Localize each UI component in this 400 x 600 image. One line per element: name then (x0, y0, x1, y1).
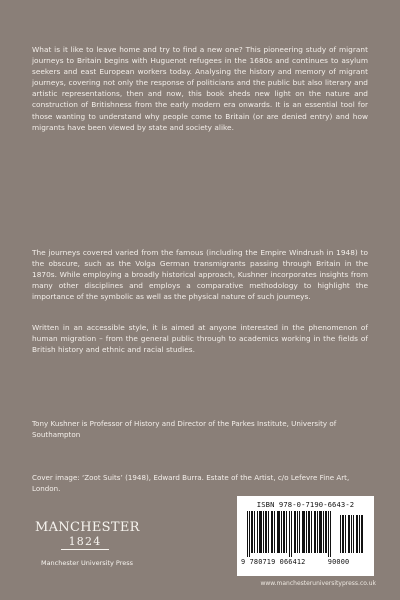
blurb-paragraph-2: The journeys covered varied from the famous (including the Empire Windrush in 1948) to the obscure, such as the Volga German transmigrants passing through Britain in the 1870s. While employing a broadly historical approach, Kushner incorporates insights from many other disciplines and employs a comparative methodology to highlight the importance of the symbolic as well as the physical nature of such journeys. (32, 248, 368, 302)
barcode-bars (247, 511, 364, 557)
author-bio: Tony Kushner is Professor of History and Director of the Parkes Institute, University of Southampton (32, 419, 337, 439)
barcode-addon-digits: 90000 (327, 558, 350, 566)
isbn-barcode (237, 496, 374, 576)
barcode-digits (241, 558, 371, 566)
publisher-logo (27, 510, 147, 580)
barcode-main-digits: 9 780719 066412 (241, 558, 306, 566)
blurb-paragraph-3: Written in an accessible style, it is aimed at anyone interested in the phenomenon of human migration – from the general public through to academics working in the fields of British history and ethnic and racial studies. (32, 323, 368, 355)
publisher-name: Manchester University Press (40, 559, 134, 567)
cover-image-credit: Cover image: ‘Zoot Suits’ (1948), Edward Burra. Estate of the Artist, c/o Lefevre Fine Art, London. (32, 473, 350, 493)
barcode-addon (340, 515, 363, 553)
publisher-logo-text: MANCHESTER (35, 520, 140, 535)
blurb-paragraph-1: What is it like to leave home and try to find a new one? This pioneering study of migrant journeys to Britain begins with Huguenot refugees in the 1680s and continues to asylum seekers and east European workers today. Analysing the history and memory of migrant journeys, covering not only the response of politicians and the public but also literary and artistic representations, then and now, this book sheds new light on the nature and construction of Britishness from the early modern era onwards. It is an essential tool for those wanting to understand why people come to Britain (or are denied entry) and how migrants have been viewed by state and society alike. (32, 45, 368, 132)
barcode-main (247, 511, 331, 557)
publisher-logo-year: 1824 (61, 535, 109, 550)
publisher-website: www.manchesteruniversitypress.co.uk (260, 580, 376, 587)
isbn-text: ISBN 978-0-7190-6643-2 (256, 500, 355, 509)
